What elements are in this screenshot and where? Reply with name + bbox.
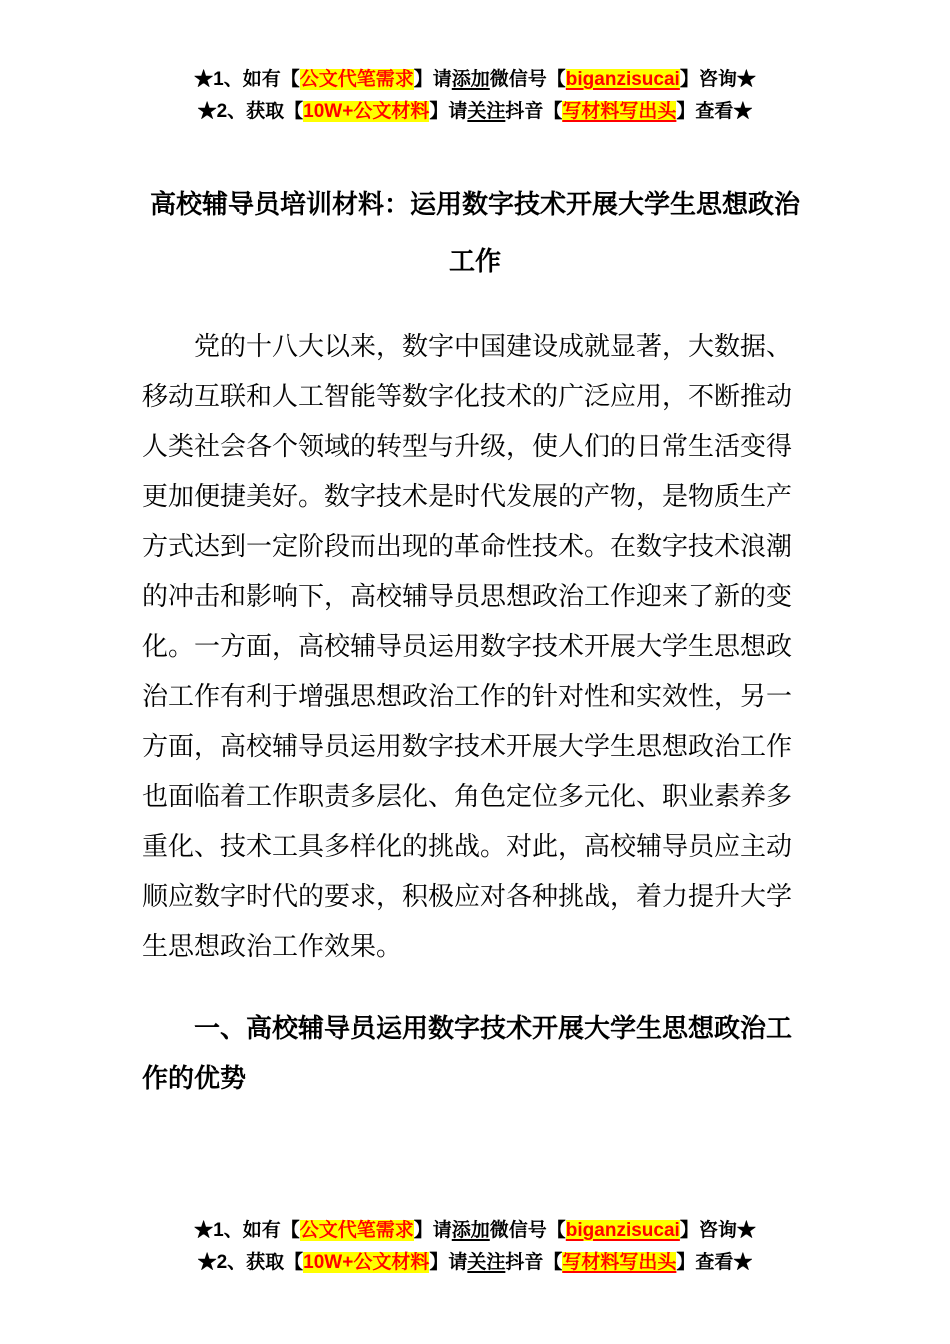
promo2-mid1: 】请 [429,101,468,122]
promo2-prefix: ★2、获取【 [197,101,304,122]
promo1-mid1: 】请 [413,69,452,90]
promo1-prefix: ★1、如有【 [194,69,300,90]
section-heading: 一、高校辅导员运用数字技术开展大学生思想政治工作的优势 [142,1013,793,1093]
promo1-mid2: 微信号【 [489,1220,566,1241]
promo2-mid1: 】请 [429,1252,468,1273]
footer-promo-line-1 [0,1215,950,1247]
header-promo-line-1 [0,64,950,96]
promo2-suffix: 】查看★ [676,1252,753,1273]
promo2-mid2: 抖音【 [505,1252,563,1273]
promo1-mid1: 】请 [413,1220,452,1241]
promo2-underline-follow: 关注 [467,1252,506,1273]
header-promo [0,64,950,128]
footer-promo [0,1215,950,1279]
promo1-prefix: ★1、如有【 [194,1220,300,1241]
promo2-mid2: 抖音【 [505,101,563,122]
promo1-highlight-service: 公文代笔需求 [299,69,414,90]
footer-promo-line-2 [0,1247,950,1279]
promo1-suffix: 】咨询★ [679,1220,756,1241]
promo1-highlight-service: 公文代笔需求 [299,1220,414,1241]
promo1-underline-add: 添加 [451,1220,490,1241]
body-paragraph: 党的十八大以来，数字中国建设成就显著，大数据、移动互联和人工智能等数字化技术的广泛应用，不断推动人类社会各个领域的转型与升级，使人们的日常生活变得更加便捷美好。数字技术是时代发展的产物，是物质生产方式达到一定阶段而出现的革命性技术。在数字技术浪潮的冲击和影响下，高校辅导员思想政治工作迎来了新的变化。一方面，高校辅导员运用数字技术开展大学生思想政治工作有利于增强思想政治工作的针对性和实效性，另一方面，高校辅导员运用数字技术开展大学生思想政治工作也面临着工作职责多层化、角色定位多元化、职业素养多重化、技术工具多样化的挑战。对此，高校辅导员应主动顺应数字时代的要求，积极应对各种挑战，着力提升大学生思想政治工作效果。 [142,331,793,961]
promo1-wechat-id: biganzisucai [565,69,680,90]
promo2-suffix: 】查看★ [676,101,753,122]
promo1-underline-add: 添加 [451,69,490,90]
promo1-wechat-id: biganzisucai [565,1220,680,1241]
promo1-suffix: 】咨询★ [679,69,756,90]
promo2-douyin-id: 写材料写出头 [562,101,677,122]
promo2-highlight-materials: 10W+公文材料 [303,1252,430,1273]
promo2-underline-follow: 关注 [467,101,506,122]
promo2-douyin-id: 写材料写出头 [562,1252,677,1273]
promo2-prefix: ★2、获取【 [197,1252,304,1273]
promo1-mid2: 微信号【 [489,69,566,90]
promo2-highlight-materials: 10W+公文材料 [303,101,430,122]
header-promo-line-2 [0,96,950,128]
document-title: 高校辅导员培训材料：运用数字技术开展大学生思想政治工作 [149,189,800,276]
